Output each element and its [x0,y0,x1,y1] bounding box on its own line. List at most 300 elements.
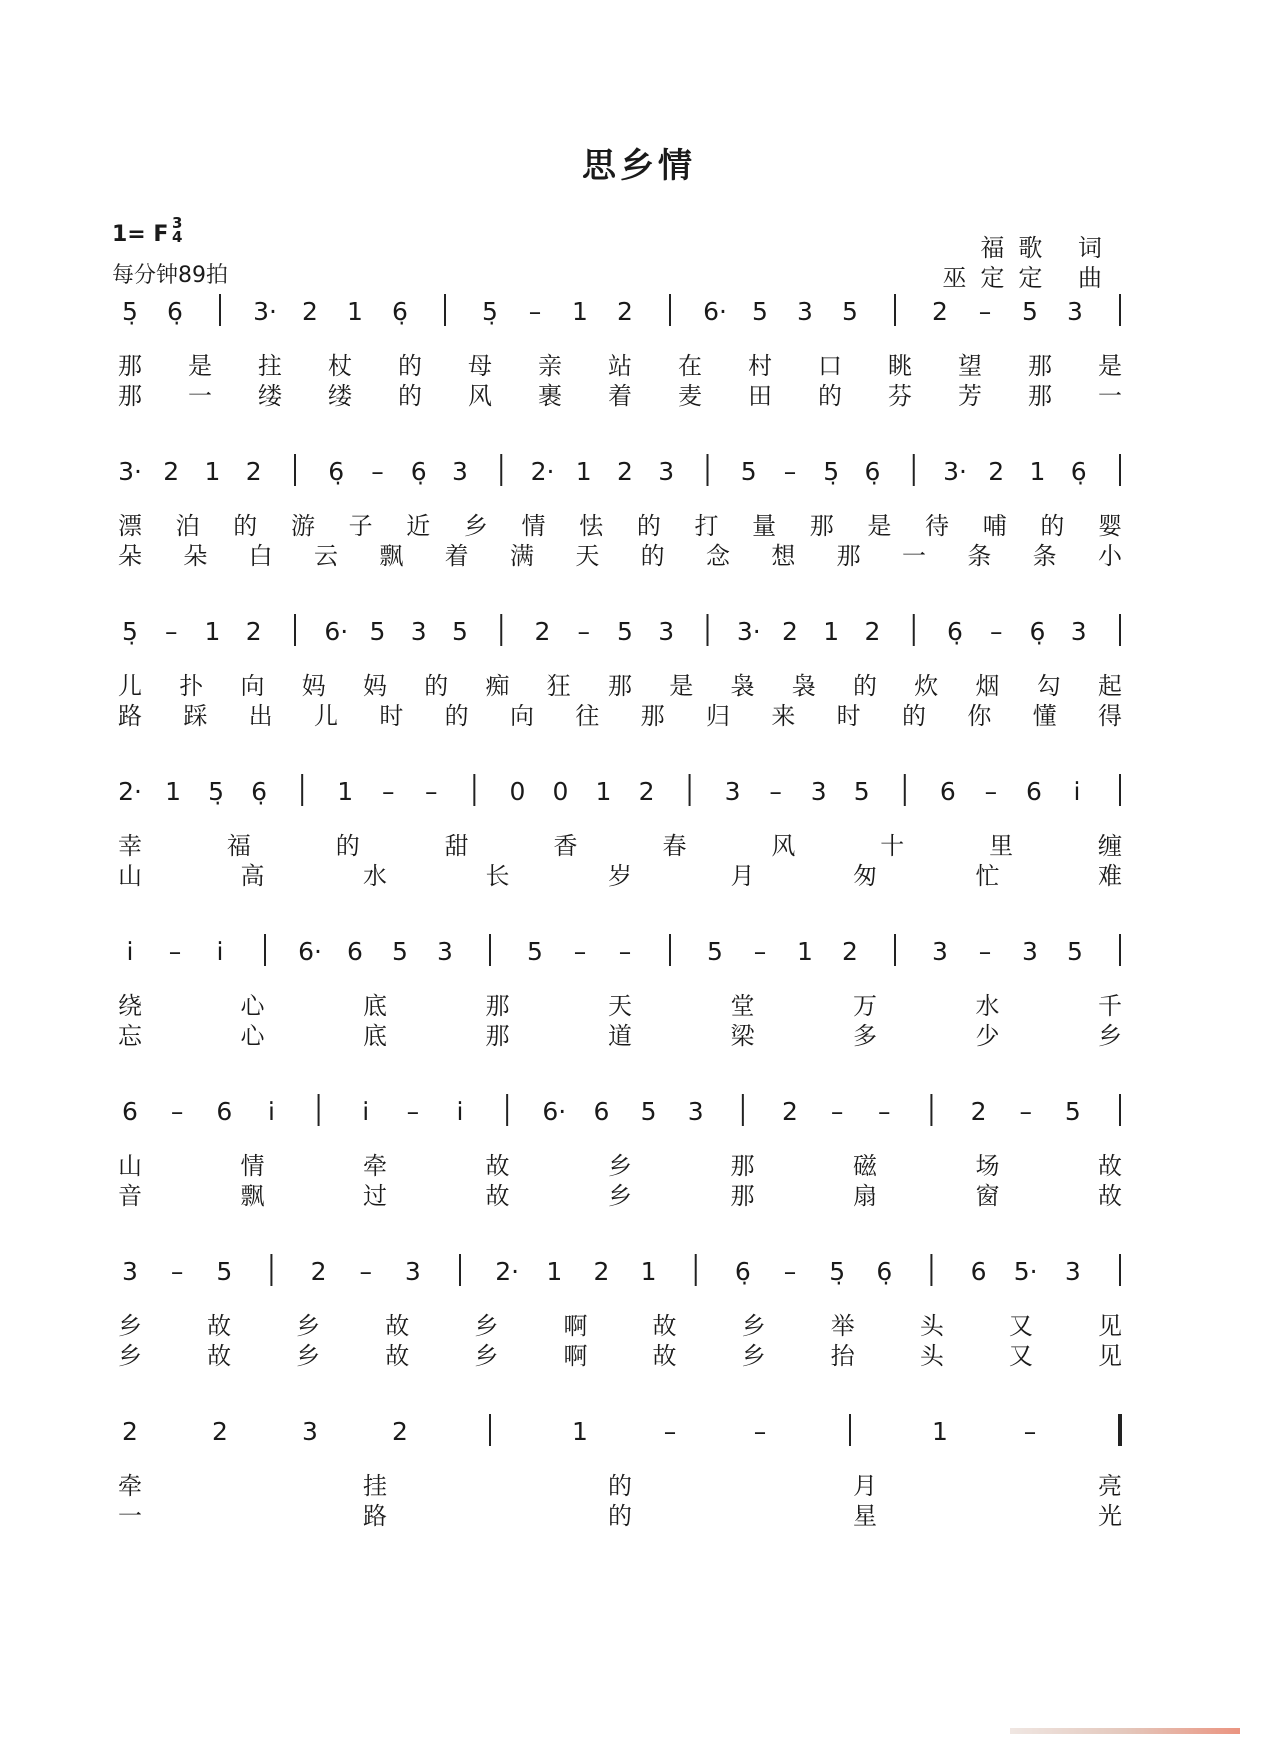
lyric-char: 风 [468,382,492,410]
note: – [783,1257,797,1286]
lyric-char: 哺 [982,512,1007,540]
note: 6̣ [167,297,183,326]
note: 3 [1070,617,1087,646]
lyric-char: 那 [1028,352,1052,380]
lyric-char: 想 [771,542,796,570]
note: 3 [452,457,468,486]
note: 2· [118,777,142,806]
note: – [528,297,542,326]
note: 2 [245,617,262,646]
lyric-char: 妈 [301,672,326,700]
lyric-char: 的 [335,832,360,860]
lyric-char: 起 [1098,672,1122,700]
note: 5· [1013,1257,1038,1286]
note: 6· [298,937,322,966]
lyric-char: 匆 [853,862,877,890]
lyric-char: 袅 [730,672,755,700]
note: 6 [122,1097,138,1126]
note: – [371,457,384,486]
lyric-char: 母 [468,352,492,380]
lyric-char: 心 [240,1022,265,1050]
lyric-char: 飘 [379,542,404,570]
lyric-char: 痴 [485,672,510,700]
lyric-char: 乡 [741,1312,766,1340]
lyric-char: 那 [730,1182,755,1210]
lyric-char: 头 [919,1342,944,1370]
note: – [783,457,797,486]
lyric-char: 袅 [791,672,816,700]
lyric-char: 乡 [474,1342,499,1370]
lyric-char: 那 [485,992,510,1020]
score-row [118,614,1122,730]
song-title: 思乡情 [582,146,696,186]
tempo-marking: 每分钟89拍 [112,263,228,288]
note: 1 [572,297,588,326]
note: i̇ [1073,777,1081,806]
lyric-char: 缠 [1098,832,1122,860]
note: 3· [736,617,761,646]
note: 3 [1022,937,1038,966]
note: 5 [752,297,768,326]
lyric-char: 缕 [258,382,282,410]
lyric-char: 的 [398,382,422,410]
note: 6 [939,777,956,806]
note: 5̣ [208,777,225,806]
note: 6 [216,1097,233,1126]
lyric-char: 近 [406,512,431,540]
lyric-char: 月 [730,862,755,890]
lyric-char: 那 [485,1022,510,1050]
time-signature-top: 3 [172,214,183,232]
note: 2 [638,777,655,806]
lyric-char: 来 [771,702,796,730]
lyric-char: 烟 [975,672,1000,700]
lyric-char: 心 [240,992,265,1020]
lyric-char: 的 [608,1502,632,1530]
lyric-char: 是 [867,512,892,540]
lyric-char: 狂 [546,672,571,700]
lyric-char: 十 [880,832,905,860]
lyric-char: 又 [1008,1342,1033,1370]
note: – [170,1097,184,1126]
lyric-char: 故 [652,1342,677,1370]
lyric-char: 绕 [118,992,142,1020]
note: 6̣ [1070,457,1087,486]
note: 5 [617,617,633,646]
lyric-char: 缕 [328,382,352,410]
note: 5̣ [829,1257,846,1286]
score-row [118,1094,1122,1210]
note: – [359,1257,372,1286]
note: 5 [392,937,408,966]
lyric-char: 场 [975,1152,1000,1180]
lyric-char: 情 [240,1152,265,1180]
note: 3 [410,617,427,646]
note: 6· [542,1097,567,1126]
note: 3 [797,297,813,326]
lyric-char: 归 [706,702,730,730]
lyric-char: 星 [853,1502,877,1530]
note: 6̣ [876,1257,893,1286]
note: 3· [253,297,277,326]
note: 6 [970,1257,987,1286]
note: 1 [640,1257,657,1286]
note: 1 [165,777,181,806]
lyric-char: 音 [118,1182,142,1210]
lyric-char: 幸 [118,832,142,860]
lyric-char: 的 [233,512,258,540]
lyric-char: 的 [853,672,877,700]
lyric-char: 朵 [118,542,142,570]
lyric-char: 山 [118,862,142,890]
note: 5̣ [823,457,840,486]
lyric-char: 的 [640,542,665,570]
lyric-char: 拄 [258,352,282,380]
note: 1 [204,617,221,646]
score-row [118,1254,1122,1370]
note: 2 [617,457,633,486]
lyric-char: 得 [1098,702,1122,730]
note: 3 [1067,297,1083,326]
lyric-char: 路 [118,702,142,730]
lyric-char: 的 [902,702,926,730]
note: 5 [1064,1097,1081,1126]
lyric-char: 亲 [538,352,562,380]
lyric-char: 甜 [444,832,469,860]
lyric-char: 那 [809,512,834,540]
note: 3 [437,937,453,966]
lyric-char: 情 [521,512,546,540]
note: 1 [797,937,813,966]
note: 6̣ [864,457,881,486]
note: 5 [369,617,386,646]
lyric-char: 量 [752,512,777,540]
note: 2 [163,457,180,486]
lyric-char: 扑 [179,672,204,700]
lyric-char: 一 [1098,382,1122,410]
note: 2 [842,937,858,966]
lyric-char: 难 [1098,862,1122,890]
lyric-char: 一 [188,382,212,410]
note: i̇ [126,937,134,966]
lyric-char: 是 [1098,352,1122,380]
lyric-char: 光 [1098,1502,1122,1530]
lyric-char: 乡 [608,1152,632,1180]
note: 6· [703,297,727,326]
note: 3 [404,1257,421,1286]
lyric-char: 底 [363,992,387,1020]
score-row [118,1414,1122,1530]
note: 2· [495,1257,520,1286]
lyric-char: 漂 [118,512,142,540]
note: 5 [216,1257,233,1286]
note: 5̣ [122,617,138,646]
lyric-char: 儿 [314,702,338,730]
lyric-char: 飘 [240,1182,265,1210]
lyric-char: 故 [1098,1152,1122,1180]
note: 2 [310,1257,327,1286]
lyric-char: 过 [363,1182,387,1210]
lyric-char: 眺 [888,352,912,380]
lyric-char: 故 [485,1152,510,1180]
lyric-char: 往 [575,702,600,730]
lyric-char: 的 [1040,512,1065,540]
note: – [577,617,590,646]
note: 6̣ [328,457,345,486]
lyric-char: 扇 [853,1182,877,1210]
note: 2 [970,1097,987,1126]
lyric-char: 口 [818,352,842,380]
lyricist-credit: 福歌 词 [980,234,1116,262]
lyric-char: 窗 [975,1182,1000,1210]
lyric-char: 故 [385,1342,410,1370]
note: 2 [988,457,1005,486]
lyric-char: 芬 [888,382,912,410]
note: 1 [932,1417,948,1446]
time-signature-bottom: 4 [172,228,183,246]
lyric-char: 故 [207,1312,232,1340]
note: 1 [1029,457,1046,486]
lyric-char: 头 [919,1312,944,1340]
note: 2 [302,297,318,326]
note: 3 [658,617,675,646]
note: – [990,617,1003,646]
note: 6̣ [734,1257,751,1286]
lyric-char: 乡 [296,1312,321,1340]
lyric-char: 故 [207,1342,232,1370]
lyric-char: 那 [640,702,665,730]
score-row [118,774,1122,890]
lyric-char: 亮 [1098,1472,1122,1500]
note: 2 [782,1097,798,1126]
lyric-char: 路 [363,1502,387,1530]
lyric-char: 云 [314,542,338,570]
note: 6̣ [1029,617,1046,646]
note: 6 [593,1097,610,1126]
lyric-char: 裹 [538,382,562,410]
lyric-char: 道 [608,1022,632,1050]
lyric-char: 时 [379,702,404,730]
note: – [978,297,992,326]
lyric-char: 乡 [296,1342,321,1370]
lyric-char: 你 [967,702,992,730]
lyric-char: 水 [363,862,387,890]
lyric-char: 风 [771,832,796,860]
lyric-char: 堂 [730,992,755,1020]
lyric-char: 炊 [914,672,939,700]
watermark-strip [1010,1728,1240,1734]
lyric-char: 满 [510,542,534,570]
lyric-char: 月 [853,1472,877,1500]
lyric-char: 着 [608,382,632,410]
lyric-char: 芳 [958,382,982,410]
lyric-char: 待 [925,512,950,540]
lyric-char: 千 [1098,992,1122,1020]
note: 6 [347,937,363,966]
lyric-char: 乡 [118,1342,142,1370]
lyric-char: 杖 [328,352,352,380]
lyric-char: 泊 [175,512,200,540]
lyric-char: 高 [240,862,265,890]
note: – [769,777,782,806]
lyric-char: 磁 [853,1152,877,1180]
note: i̇ [362,1097,370,1126]
note: 6· [324,617,349,646]
lyric-char: 念 [706,542,730,570]
lyric-char: 牵 [363,1152,387,1180]
note: – [406,1097,420,1126]
lyric-char: 妈 [363,672,387,700]
lyric-char: 的 [818,382,842,410]
lyric-char: 故 [1098,1182,1122,1210]
lyric-char: 怯 [579,512,604,540]
lyric-char: 忘 [118,1022,142,1050]
note: – [878,1097,891,1126]
note: 2 [212,1417,228,1446]
lyric-char: 着 [444,542,469,570]
note: 3 [302,1417,318,1446]
note: 2 [593,1257,610,1286]
lyric-char: 儿 [118,672,142,700]
score-row [118,934,1122,1050]
lyric-char: 那 [730,1152,755,1180]
score-row [118,454,1123,570]
lyric-char: 啊 [563,1312,588,1340]
lyric-char: 香 [553,832,578,860]
note: 5 [853,777,870,806]
lyric-char: 勾 [1036,672,1061,700]
note: 0 [509,777,526,806]
key-signature: 1= F [112,222,169,247]
lyric-char: 牵 [118,1472,142,1500]
lyric-char: 春 [662,832,687,860]
lyric-char: 游 [290,512,315,540]
note: 5 [842,297,858,326]
note: 2 [782,617,798,646]
note: 5 [640,1097,657,1126]
lyric-char: 站 [608,352,632,380]
lyric-char: 那 [608,672,632,700]
note: 2 [534,617,551,646]
lyric-char: 在 [678,352,702,380]
lyric-char: 向 [510,702,534,730]
lyric-char: 出 [248,702,273,730]
lyric-char: 条 [967,542,992,570]
lyric-char: 小 [1098,542,1122,570]
note: 3 [687,1097,704,1126]
lyric-char: 朵 [183,542,208,570]
note: – [753,937,767,966]
lyric-char: 田 [748,382,772,410]
lyric-char: 底 [363,1022,387,1050]
lyric-char: 乡 [741,1342,766,1370]
lyric-char: 那 [118,352,142,380]
note: – [618,937,632,966]
note: 3· [118,457,142,486]
note: 5̣ [122,297,138,326]
note: – [830,1097,844,1126]
note: 1 [347,297,363,326]
note: 1 [823,617,840,646]
lyric-char: 见 [1098,1342,1122,1370]
note: 3 [122,1257,138,1286]
lyric-char: 麦 [678,382,702,410]
note: 6̣ [251,777,268,806]
note: 6 [1025,777,1042,806]
lyric-char: 乡 [608,1182,632,1210]
note: 5 [1067,937,1083,966]
lyric-char: 打 [694,512,719,540]
lyric-char: 乡 [474,1312,499,1340]
lyric-char: 望 [958,352,982,380]
lyric-char: 故 [652,1312,677,1340]
note: 5 [707,937,723,966]
lyric-char: 挂 [363,1472,387,1500]
lyric-char: 一 [902,542,926,570]
lyric-char: 多 [853,1022,877,1050]
lyric-char: 山 [118,1152,142,1180]
note: 1 [572,1417,588,1446]
lyric-char: 万 [853,992,877,1020]
note: 3 [932,937,948,966]
note: 5̣ [482,297,498,326]
lyric-char: 踩 [183,702,208,730]
lyric-char: 岁 [608,862,632,890]
lyric-char: 那 [836,542,861,570]
note: – [1019,1097,1032,1126]
note: 1 [337,777,354,806]
note: – [168,937,182,966]
lyric-char: 子 [348,512,373,540]
note: i̇ [216,937,224,966]
lyric-char: 天 [608,992,632,1020]
note: 2· [530,457,555,486]
lyric-char: 故 [485,1182,510,1210]
note: 1 [575,457,592,486]
lyric-char: 举 [830,1312,855,1340]
lyric-char: 啊 [563,1342,588,1370]
note: 1 [204,457,221,486]
note: 1 [546,1257,563,1286]
lyric-char: 梁 [730,1022,755,1050]
note: 6̣ [947,617,963,646]
lyric-char: 向 [240,672,265,700]
lyric-char: 条 [1032,542,1057,570]
lyric-char: 的 [424,672,449,700]
lyric-char: 懂 [1032,702,1057,730]
note: 2 [932,297,948,326]
lyric-char: 那 [118,382,142,410]
lyric-char: 忙 [975,862,1000,890]
note: – [663,1417,677,1446]
lyric-char: 水 [975,992,1000,1020]
composer-credit: 巫定定 曲 [942,264,1116,292]
lyric-char: 乡 [1098,1022,1122,1050]
lyric-char: 见 [1098,1312,1122,1340]
note: 3 [1064,1257,1081,1286]
note: 6̣ [410,457,427,486]
lyric-char: 福 [226,832,251,860]
note: 5 [452,617,468,646]
note: 2 [392,1417,408,1446]
lyric-char: 的 [636,512,661,540]
note: 2 [245,457,262,486]
lyric-char: 婴 [1098,512,1122,540]
lyric-char: 里 [989,832,1014,860]
lyric-char: 乡 [118,1312,142,1340]
note: 3· [943,457,967,486]
lyric-char: 少 [975,1022,1000,1050]
